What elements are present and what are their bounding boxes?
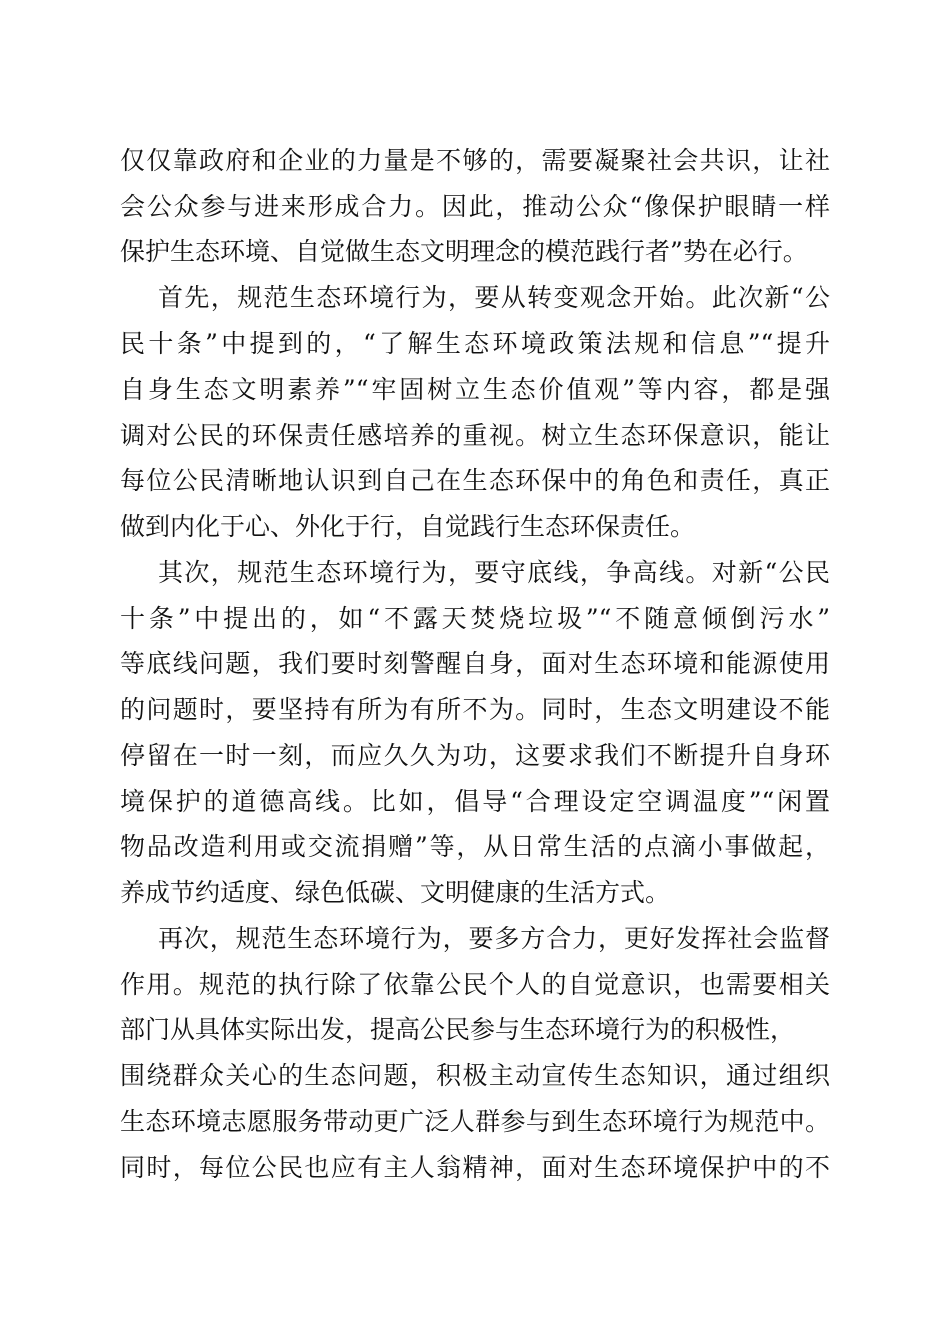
text-line-6: 自身生态文明素养”“牢固树立生态价值观”等内容，都是强 [120,375,830,404]
text-line-13: 的问题时，要坚持有所为有所不为。同时，生态文明建设不能 [120,695,830,724]
text-line-1: 仅仅靠政府和企业的力量是不够的，需要凝聚社会共识，让社 [120,146,830,175]
text-line-20: 部门从具体实际出发，提高公民参与生态环境行为的积极性， [120,1015,796,1044]
text-line-9: 做到内化于心、外化于行，自觉践行生态环保责任。 [120,512,696,541]
text-line-17: 养成节约适度、绿色低碳、文明健康的生活方式。 [120,878,671,907]
text-line-16: 物品改造利用或交流捐赠”等，从日常生活的点滴小事做起， [120,832,830,861]
text-line-21: 围绕群众关心的生态问题，积极主动宣传生态知识，通过组织 [120,1061,830,1090]
text-line-11: 十条”中提出的，如“不露天焚烧垃圾”“不随意倾倒污水” [120,604,830,633]
text-line-3: 保护生态环境、自觉做生态文明理念的模范践行者”势在必行。 [120,237,808,266]
text-line-14: 停留在一时一刻，而应久久为功，这要求我们不断提升自身环 [120,741,830,770]
text-line-2: 会公众参与进来形成合力。因此，推动公众“像保护眼睛一样 [120,192,830,221]
text-line-10: 其次，规范生态环境行为，要守底线，争高线。对新“公民 [158,558,830,587]
text-line-4: 首先，规范生态环境行为，要从转变观念开始。此次新“公 [158,283,830,312]
text-line-18: 再次，规范生态环境行为，要多方合力，更好发挥社会监督 [158,924,830,953]
text-line-15: 境保护的道德高线。比如，倡导“合理设定空调温度”“闲置 [120,787,830,816]
text-line-5: 民十条”中提到的，“了解生态环境政策法规和信息”“提升 [120,329,830,358]
text-line-8: 每位公民清晰地认识到自己在生态环保中的角色和责任，真正 [120,466,830,495]
text-line-12: 等底线问题，我们要时刻警醒自身，面对生态环境和能源使用 [120,649,830,678]
text-line-23: 同时，每位公民也应有主人翁精神，面对生态环境保护中的不 [120,1153,830,1182]
text-line-22: 生态环境志愿服务带动更广泛人群参与到生态环境行为规范中。 [120,1107,830,1136]
text-line-19: 作用。规范的执行除了依靠公民个人的自觉意识，也需要相关 [120,970,830,999]
text-line-7: 调对公民的环保责任感培养的重视。树立生态环保意识，能让 [120,421,830,450]
